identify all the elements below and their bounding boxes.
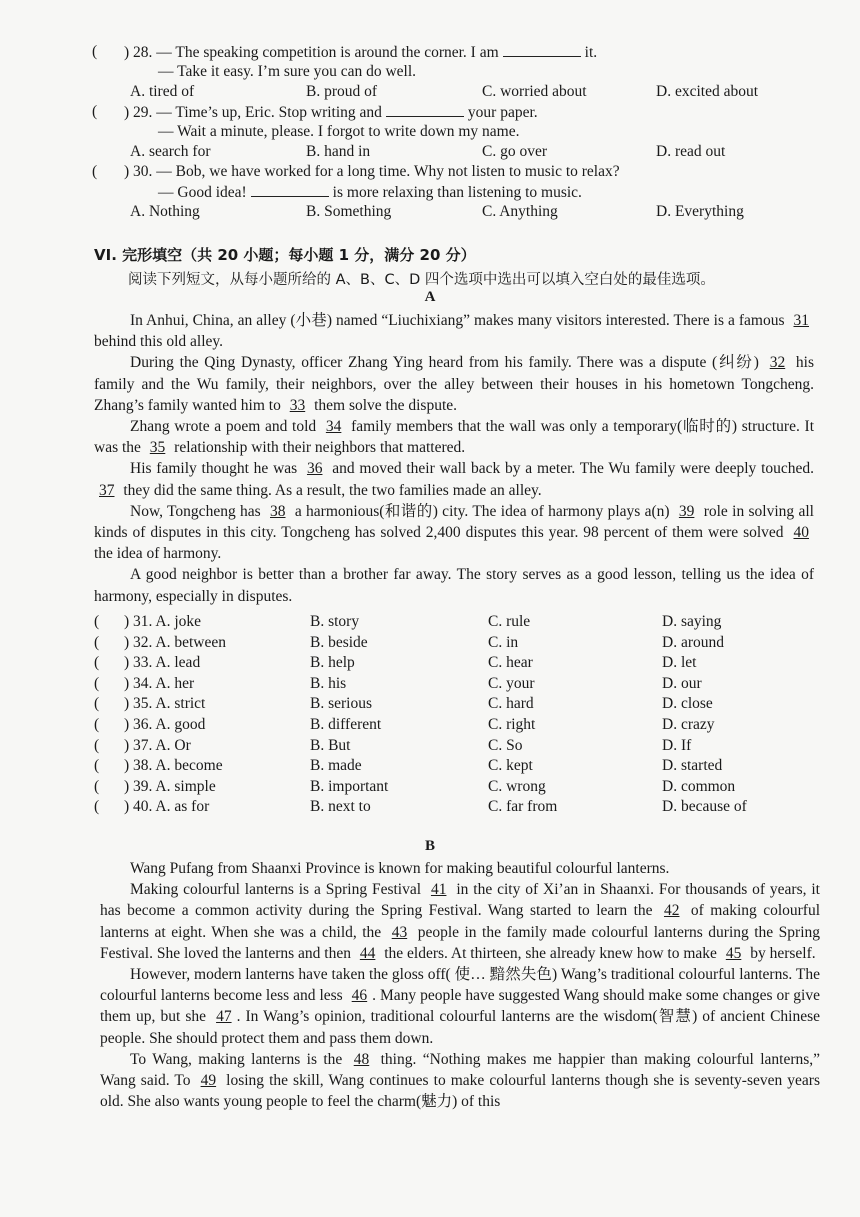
option-c[interactable]: C. right xyxy=(488,715,536,733)
option-d[interactable]: D. excited about xyxy=(656,83,759,100)
question-stem-end: it. xyxy=(584,44,598,61)
question-number: ) 28. xyxy=(124,44,153,61)
choice-row xyxy=(94,653,814,674)
paragraph: In Anhui, China, an alley (小巷) named “Liuchixiang” makes many visitors interested. There is a famous 31 behind this old alley. xyxy=(94,310,814,352)
option-b[interactable]: B. his xyxy=(310,674,347,692)
option-a[interactable]: ) 36. A. good xyxy=(124,715,206,733)
option-d[interactable]: D. close xyxy=(662,695,713,713)
option-d[interactable]: D. read out xyxy=(656,143,726,160)
answer-blank[interactable] xyxy=(503,42,581,57)
answer-paren[interactable]: ( xyxy=(94,654,100,672)
option-c[interactable]: C. in xyxy=(488,633,519,651)
option-c[interactable]: C. worried about xyxy=(482,83,587,100)
blank-43: 43 xyxy=(391,923,408,941)
option-a[interactable]: ) 34. A. her xyxy=(124,674,195,692)
section-title: VI. 完形填空（共 20 小题；每小题 1 分，满分 20 分） xyxy=(94,246,476,264)
option-c[interactable]: C. go over xyxy=(482,143,548,160)
choice-row xyxy=(94,777,814,798)
blank-31: 31 xyxy=(793,312,809,329)
blank-49: 49 xyxy=(200,1072,217,1090)
option-c[interactable]: C. rule xyxy=(488,613,531,630)
question-number: ) 29. xyxy=(124,104,153,121)
option-c[interactable]: C. wrong xyxy=(488,777,546,795)
option-b[interactable]: B. proud of xyxy=(306,83,378,100)
option-b[interactable]: B. next to xyxy=(310,798,371,816)
paragraph: Wang Pufang from Shaanxi Province is known for making beautiful colourful lanterns. xyxy=(130,860,670,877)
paragraph: To Wang, making lanterns is the 48 thing. “Nothing makes me happier than making colourful lanterns,” Wang said. To 49 losing the skill, Wang continues to make colourful lanterns though she is seventy-seven years old. She also wants young people to feel the charm(魅力) of this xyxy=(100,1050,821,1111)
blank-48: 48 xyxy=(353,1050,370,1068)
option-a[interactable]: A. tired of xyxy=(130,83,195,100)
blank-38: 38 xyxy=(270,502,286,520)
choice-row xyxy=(94,797,814,818)
blank-37: 37 xyxy=(99,481,115,499)
question-stem: — Time’s up, Eric. Stop writing and xyxy=(156,104,382,121)
question-reply: — Take it easy. I’m sure you can do well. xyxy=(158,63,417,80)
question-reply: — Wait a minute, please. I forgot to write down my name. xyxy=(158,123,520,140)
blank-44: 44 xyxy=(359,944,376,962)
passage-a xyxy=(94,310,814,607)
paragraph: His family thought he was 36 and moved their wall back by a meter. The Wu family were deeply touched. 37 they did the same thing. As a result, the two families made an alley. xyxy=(94,458,814,500)
choice-row xyxy=(94,694,814,715)
answer-paren[interactable]: ( xyxy=(94,798,100,816)
option-c[interactable]: C. your xyxy=(488,674,535,692)
blank-36: 36 xyxy=(306,460,323,478)
answer-paren[interactable]: ( xyxy=(94,613,100,630)
question-number: ) 30. xyxy=(124,163,153,180)
answer-paren[interactable]: ( xyxy=(92,43,98,60)
option-b[interactable]: B. serious xyxy=(310,695,372,713)
choice-row xyxy=(94,736,814,757)
option-b[interactable]: B. hand in xyxy=(306,143,371,160)
answer-paren[interactable]: ( xyxy=(94,633,100,651)
option-b[interactable]: B. help xyxy=(310,654,355,672)
question-reply-end: is more relaxing than listening to music. xyxy=(332,184,582,201)
option-a[interactable]: ) 37. A. Or xyxy=(124,736,191,754)
blank-35: 35 xyxy=(149,439,166,457)
option-d[interactable]: D. crazy xyxy=(662,715,715,733)
answer-paren[interactable]: ( xyxy=(94,715,100,733)
blank-45: 45 xyxy=(725,944,742,962)
option-c[interactable]: C. far from xyxy=(488,798,558,816)
blank-33: 33 xyxy=(289,396,306,414)
option-a[interactable]: ) 39. A. simple xyxy=(124,777,216,795)
paragraph: However, modern lanterns have taken the gloss off( 使… 黯然失色) Wang’s traditional colourful lanterns. The colourful lanterns become less and less 46 . Many people have suggested Wang should make some changes or give them up, but she 47 . In Wang’s opinion, traditional colourful lanterns are the wisdom(智慧) of ancient Chinese people. She should protect them and pass them down. xyxy=(100,966,821,1047)
choice-row xyxy=(94,756,814,777)
choice-row xyxy=(94,612,814,633)
option-b[interactable]: B. made xyxy=(310,757,362,775)
blank-42: 42 xyxy=(663,902,680,920)
option-b[interactable]: B. Something xyxy=(306,203,392,220)
answer-paren[interactable]: ( xyxy=(94,674,100,692)
passage-a-heading: A xyxy=(424,289,436,305)
option-d[interactable]: D. let xyxy=(662,654,697,672)
option-c[interactable]: C. Anything xyxy=(482,203,558,220)
option-a[interactable]: ) 38. A. become xyxy=(124,757,223,775)
blank-41: 41 xyxy=(430,881,447,899)
option-c[interactable]: C. hard xyxy=(488,695,534,713)
option-a[interactable]: A. search for xyxy=(130,143,211,160)
question-stem: — Bob, we have worked for a long time. Why not listen to music to relax? xyxy=(156,163,620,180)
answer-paren[interactable]: ( xyxy=(92,163,98,180)
option-b[interactable]: B. important xyxy=(310,777,389,795)
paragraph: During the Qing Dynasty, officer Zhang Ying heard from his family. There was a dispute (纠纷) 32 his family and the Wu family, their neighbors, over the alley between their houses in his hometown Tongcheng. Zhang’s family wanted him to 33 them solve the dispute. xyxy=(94,354,815,414)
blank-47: 47 xyxy=(216,1008,232,1026)
answer-paren[interactable]: ( xyxy=(94,695,100,713)
answer-paren[interactable]: ( xyxy=(94,777,100,795)
paragraph: Zhang wrote a poem and told 34 family members that the wall was only a temporary(临时的) structure. It was the 35 relationship with their neighbors that mattered. xyxy=(94,418,815,457)
option-a[interactable]: ) 35. A. strict xyxy=(124,695,206,713)
choice-row xyxy=(94,633,814,654)
blank-40: 40 xyxy=(793,524,809,542)
option-c[interactable]: C. hear xyxy=(488,654,533,672)
choice-row xyxy=(94,674,814,695)
paragraph: Making colourful lanterns is a Spring Festival 41 in the city of Xi’an in Shaanxi. For thousands of years, it has become a common activity during the Spring Festival. Wang started to learn the 42 of making colourful lanterns at eight. When she was a child, the 43 people in the family made colourful lanterns during the Spring Festival. She loved the lanterns and then 44 the elders. At thirteen, she already knew how to make 45 by herself. xyxy=(100,881,821,962)
option-b[interactable]: B. But xyxy=(310,736,351,754)
option-b[interactable]: B. beside xyxy=(310,633,368,651)
answer-paren[interactable]: ( xyxy=(94,736,100,754)
option-d[interactable]: D. around xyxy=(662,633,724,651)
option-d[interactable]: D. our xyxy=(662,674,702,692)
question-stem: — The speaking competition is around the corner. I am xyxy=(156,44,499,61)
option-d[interactable]: D. because of xyxy=(662,798,747,816)
option-a[interactable]: ) 40. A. as for xyxy=(124,798,210,816)
option-d[interactable]: D. Everything xyxy=(656,203,744,220)
section-instruction: 阅读下列短文，从每小题所给的 A、B、C、D 四个选项中选出可以填入空白处的最佳选项。 xyxy=(128,272,715,288)
passage-b-heading: B xyxy=(424,838,435,854)
option-b[interactable]: B. different xyxy=(310,715,382,733)
passage-b xyxy=(100,858,820,1112)
option-a[interactable]: ) 32. A. between xyxy=(124,633,227,651)
option-b[interactable]: B. story xyxy=(310,613,360,630)
option-a[interactable]: ) 33. A. lead xyxy=(124,654,201,672)
blank-34: 34 xyxy=(325,418,342,436)
choices-31-40 xyxy=(94,612,814,818)
answer-blank[interactable] xyxy=(251,182,329,197)
paragraph: A good neighbor is better than a brother far away. The story serves as a good lesson, telling us the idea of harmony, especially in disputes. xyxy=(94,566,814,605)
blank-32: 32 xyxy=(769,354,786,372)
answer-paren[interactable]: ( xyxy=(92,103,98,120)
answer-paren[interactable]: ( xyxy=(94,757,100,775)
option-a[interactable]: ) 31. A. joke xyxy=(124,613,202,630)
option-d[interactable]: D. started xyxy=(662,757,723,775)
choice-row xyxy=(94,715,814,736)
answer-blank[interactable] xyxy=(386,102,464,117)
blank-46: 46 xyxy=(351,987,368,1005)
option-d[interactable]: D. If xyxy=(662,736,692,754)
option-d[interactable]: D. saying xyxy=(662,613,722,630)
option-a[interactable]: A. Nothing xyxy=(130,203,200,220)
option-d[interactable]: D. common xyxy=(662,777,736,795)
paragraph: Now, Tongcheng has 38 a harmonious(和谐的) city. The idea of harmony plays a(n) 39 role in solving all kinds of disputes in this city. Tongcheng has solved 2,400 disputes this year. 98 percent of them were solved 40 the idea of harmony. xyxy=(94,502,814,563)
question-stem-end: your paper. xyxy=(467,104,538,121)
option-c[interactable]: C. So xyxy=(488,736,523,754)
blank-39: 39 xyxy=(678,502,695,520)
question-reply: — Good idea! xyxy=(158,184,247,201)
option-c[interactable]: C. kept xyxy=(488,757,533,775)
